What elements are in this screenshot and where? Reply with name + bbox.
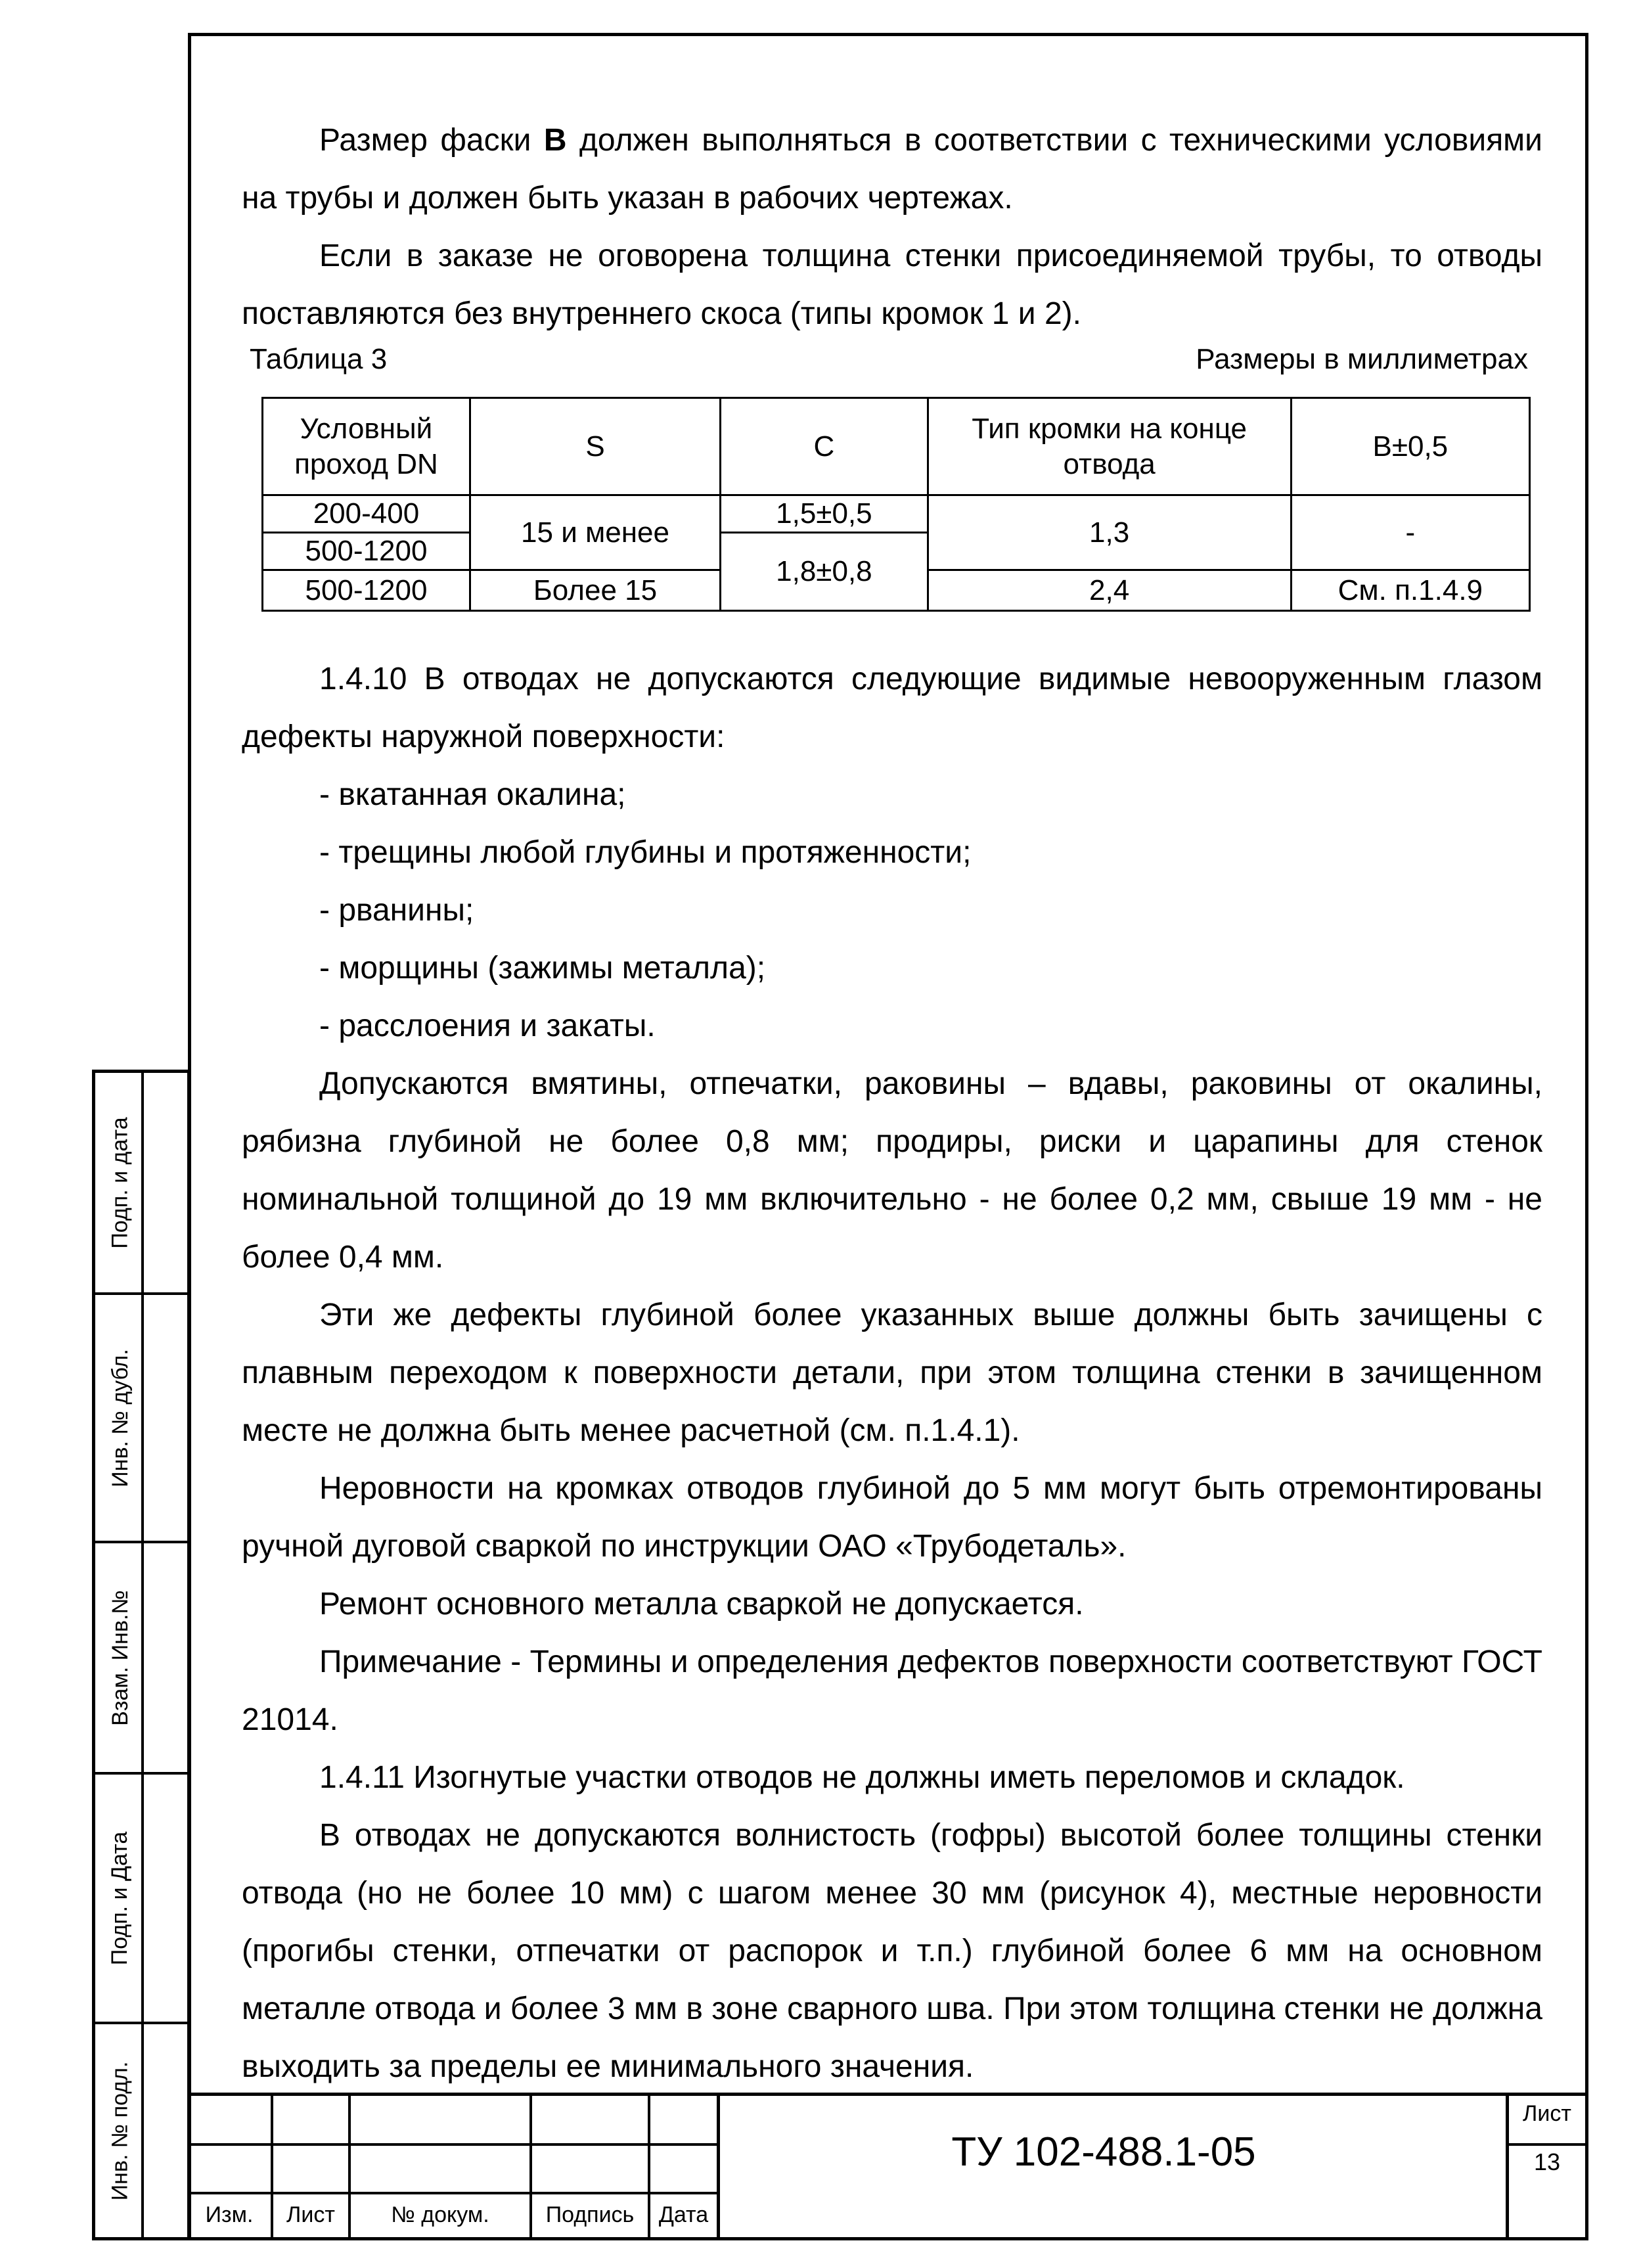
cleaning-paragraph: Эти же дефекты глубиной более указанных выше должны быть зачищены с плавным переходом к поверхности детали, при этом толщина стенки в зачищенном месте не должна быть менее расчетной (см. п.1.4.1). <box>242 1298 1542 1448</box>
stamp-label <box>101 1775 140 2022</box>
header-b: B±0,5 <box>1291 398 1529 495</box>
weld-repair-paragraph: Ремонт основного металла сваркой не допускается. <box>319 1587 1084 1622</box>
defect-list-item: - трещины любой глубины и протяженности; <box>319 835 972 870</box>
table-3 <box>261 397 1531 612</box>
waviness-paragraph: В отводах не допускаются волнистость (гофры) высотой более толщины стенки отвода (но не более 10 мм) с шагом менее 30 мм (рисунок 4), местные неровности (прогибы стенки, отпечатки от распорок и т.п.) глубиной более 6 мм на основном металле отвода и более 3 мм в зоне сварного шва. При этом толщина стенки не должна выходить за пределы ее минимального значения. <box>242 1818 1542 2084</box>
label-izm: Изм. <box>205 2202 254 2227</box>
cell-b: - <box>1291 495 1529 570</box>
label-date: Дата <box>658 2202 709 2227</box>
intro-paragraph-2: Если в заказе не оговорена толщина стенки присоединяемой трубы, то отводы поставляются без внутреннего скоса (типы кромок 1 и 2). <box>242 238 1542 331</box>
header-s: S <box>470 398 720 495</box>
repair-paragraph: Неровности на кромках отводов глубиной до 5 мм могут быть отремонтированы ручной дуговой сваркой по инструкции ОАО «Трубодеталь». <box>242 1471 1542 1564</box>
intro-section <box>242 112 1542 343</box>
stamp-label <box>101 1295 140 1541</box>
title-block-line <box>188 2143 717 2146</box>
table-row <box>263 495 1530 533</box>
stamp-cell <box>95 1073 187 1295</box>
table-header-row <box>263 398 1530 495</box>
cell-dn: 200-400 <box>263 495 470 533</box>
title-block-line <box>1506 2143 1588 2146</box>
title-block-line <box>717 2096 720 2240</box>
table-units: Размеры в миллиметрах <box>1196 343 1528 375</box>
stamp-cell <box>95 1295 187 1543</box>
intro-bold-b: B <box>543 123 567 158</box>
title-block-line <box>188 2192 717 2194</box>
defect-list-item: - расслоения и закаты. <box>319 1009 656 1043</box>
label-list: Лист <box>286 2202 335 2227</box>
body-section <box>242 650 1542 2096</box>
cell-dn: 500-1200 <box>263 533 470 570</box>
label-signature: Подпись <box>545 2202 635 2227</box>
cell-s: Более 15 <box>470 570 720 611</box>
sheet-label: Лист <box>1523 2101 1571 2126</box>
cell-edge-type: 1,3 <box>928 495 1291 570</box>
note-paragraph: Примечание - Термины и определения дефектов поверхности соответствуют ГОСТ 21014. <box>242 1644 1542 1737</box>
header-dn: Условный проход DN <box>263 398 470 495</box>
cell-s: 15 и менее <box>470 495 720 570</box>
clause-1-4-10: 1.4.10 В отводах не допускаются следующие видимые невооруженным глазом дефекты наружной поверхности: <box>242 662 1542 754</box>
cell-edge-type: 2,4 <box>928 570 1291 611</box>
stamp-label <box>101 1073 140 1292</box>
document-code: ТУ 102-488.1-05 <box>951 2129 1256 2175</box>
stamp-label-text: Взам. Инв.№ <box>107 1589 133 1726</box>
defect-list-item: - морщины (зажимы металла); <box>319 951 766 986</box>
stamp-label <box>101 1543 140 1772</box>
label-doc-number: № докум. <box>391 2202 489 2227</box>
stamp-cell <box>95 1775 187 2024</box>
stamp-label-text: Подп. и Дата <box>107 1831 133 1965</box>
cell-c: 1,8±0,8 <box>721 533 928 611</box>
stamp-label <box>101 2024 140 2237</box>
stamp-label-text: Инв. № дубл. <box>107 1348 133 1487</box>
intro-paragraph-1 <box>242 112 1542 227</box>
intro-text-b: должен выполняться в соответствии с техническими условиями на трубы и должен быть указан в рабочих чертежах. <box>242 123 1542 215</box>
stamp-label-text: Инв. № подл. <box>107 2061 133 2200</box>
header-edge-type: Тип кромки на конце отвода <box>928 398 1291 495</box>
sheet-number: 13 <box>1533 2148 1561 2175</box>
stamp-cell <box>95 2024 187 2237</box>
cell-c: 1,5±0,5 <box>721 495 928 533</box>
cell-dn: 500-1200 <box>263 570 470 611</box>
side-stamp <box>92 1070 191 2240</box>
header-c: C <box>721 398 928 495</box>
allowed-defects-paragraph: Допускаются вмятины, отпечатки, раковины – вдавы, раковины от окалины, рябизна глубиной не более 0,8 мм; продиры, риски и царапины для стенок номинальной толщиной до 19 мм включительно - не более 0,2 мм, свыше 19 мм - не более 0,4 мм. <box>242 1066 1542 1275</box>
stamp-label-text: Подп. и дата <box>107 1116 133 1249</box>
stamp-cell <box>95 1543 187 1775</box>
cell-b: См. п.1.4.9 <box>1291 570 1529 611</box>
table-caption: Таблица 3 <box>250 343 388 375</box>
defect-list-item: - рванины; <box>319 893 474 928</box>
defect-list-item: - вкатанная окалина; <box>319 777 626 812</box>
intro-text-a: Размер фаски <box>319 123 544 158</box>
clause-1-4-11: 1.4.11 Изогнутые участки отводов не должны иметь переломов и складок. <box>319 1760 1405 1795</box>
